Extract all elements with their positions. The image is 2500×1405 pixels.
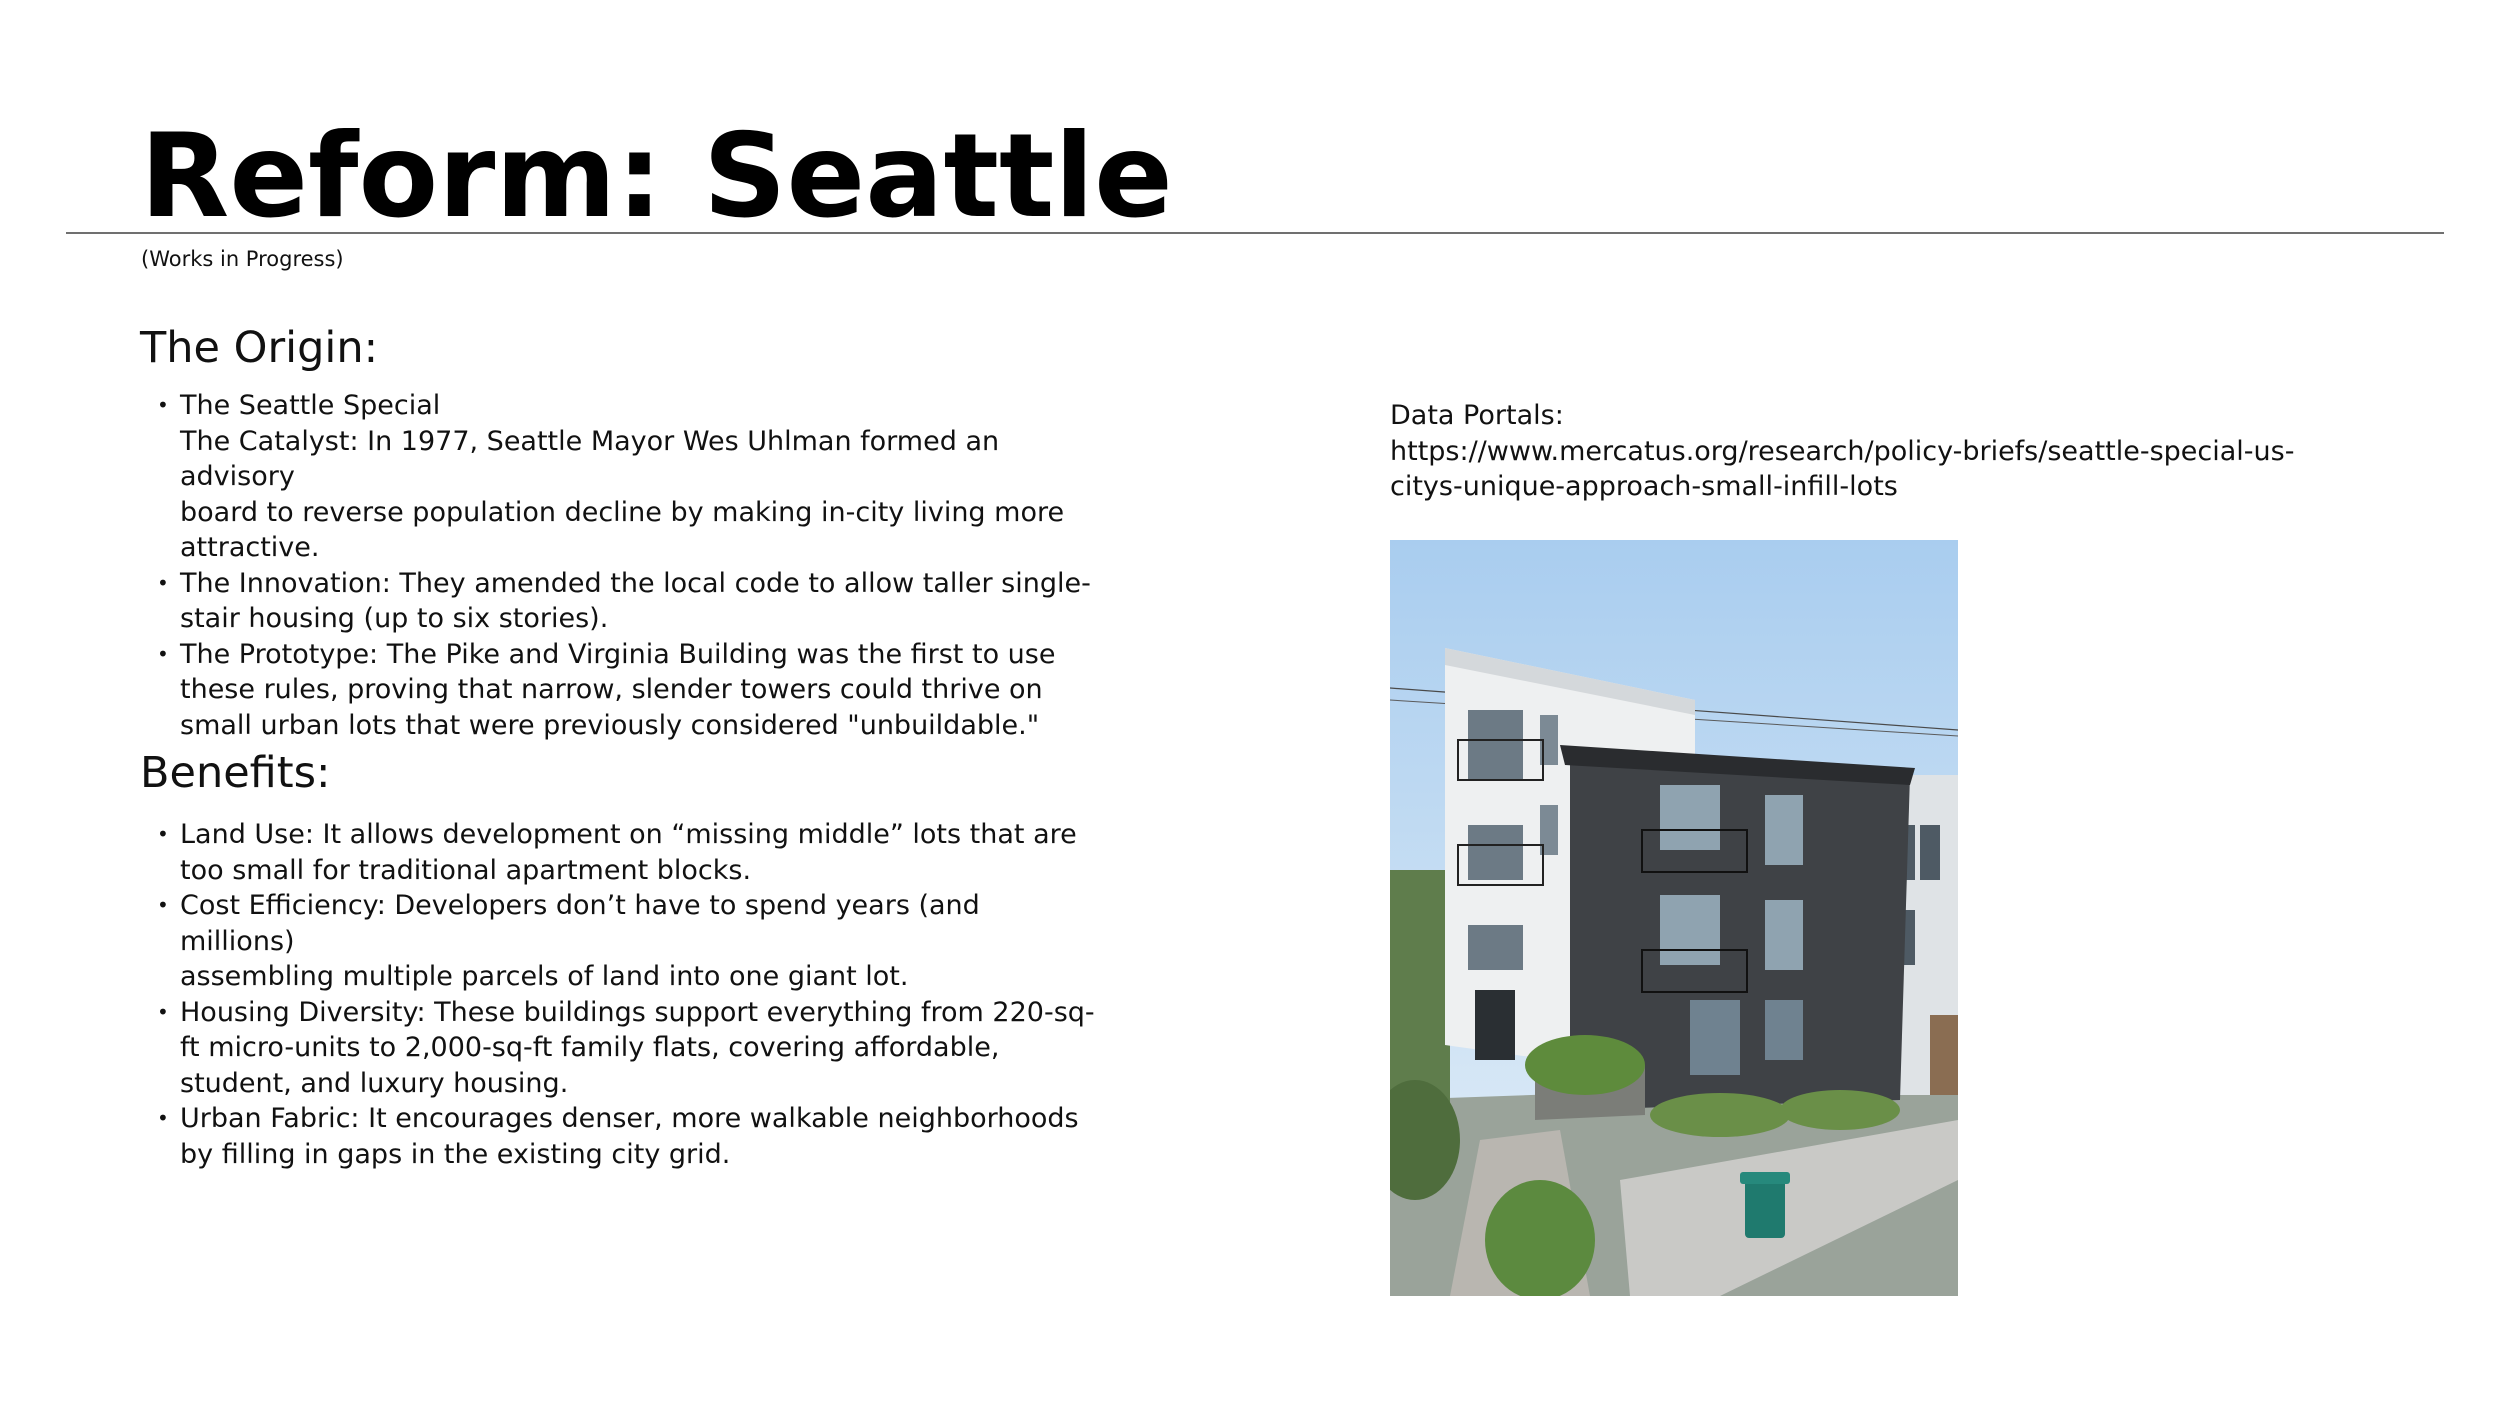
list-item-line: The Catalyst: In 1977, Seattle Mayor Wes Uhlman formed an advisory xyxy=(180,425,1000,492)
list-item-line: Urban Fabric: It encourages denser, more walkable neighborhoods xyxy=(180,1103,1079,1134)
slide-title: Reform: Seattle xyxy=(140,109,1173,244)
list-item-line: ft micro-units to 2,000-sq-ft family flats, covering affordable, xyxy=(180,1032,1000,1063)
list-item-line: Land Use: It allows development on “missing middle” lots that are xyxy=(180,819,1077,850)
data-portals-url-line[interactable]: citys-unique-approach-small-infill-lots xyxy=(1390,471,1898,502)
building-photo xyxy=(1390,540,1958,1296)
benefits-list xyxy=(140,817,1100,1172)
list-item-line: attractive. xyxy=(180,532,320,563)
list-item-line: these rules, proving that narrow, slender towers could thrive on xyxy=(180,674,1043,705)
origin-heading: The Origin: xyxy=(140,323,379,373)
list-item-line: too small for traditional apartment blocks. xyxy=(180,854,752,886)
bullet-icon: • xyxy=(157,1106,169,1130)
bullet-icon: • xyxy=(157,999,169,1024)
list-item xyxy=(140,566,1100,637)
data-portals-url-line[interactable]: https://www.mercatus.org/research/policy-briefs/seattle-special-us- xyxy=(1390,435,2295,467)
list-item-line: The Prototype: The Pike and Virginia Building was the first to use xyxy=(180,638,1056,670)
list-item xyxy=(140,995,1100,1102)
list-item xyxy=(140,637,1100,744)
title-divider xyxy=(66,232,2444,234)
list-item xyxy=(140,1101,1100,1172)
list-item-line: Housing Diversity: These buildings support everything from 220-sq- xyxy=(180,996,1095,1028)
benefits-heading: Benefits: xyxy=(140,748,331,798)
slide-subtitle: (Works in Progress) xyxy=(141,247,344,271)
bullet-icon: • xyxy=(157,822,169,846)
origin-list xyxy=(140,388,1100,743)
list-item-line: student, and luxury housing. xyxy=(180,1067,569,1099)
list-item-line: stair housing (up to six stories). xyxy=(180,603,609,634)
list-item-line: The Seattle Special xyxy=(180,390,441,421)
list-item-line: small urban lots that were previously considered "unbuildable." xyxy=(180,709,1040,741)
bullet-icon: • xyxy=(157,893,169,917)
list-item xyxy=(140,388,1100,566)
data-portals-block xyxy=(1390,398,2440,505)
list-item-line: by filling in gaps in the existing city grid. xyxy=(180,1138,731,1170)
bullet-icon: • xyxy=(157,393,169,417)
list-item xyxy=(140,888,1100,995)
left-column xyxy=(140,322,1100,1172)
list-item-line: The Innovation: They amended the local code to allow taller single- xyxy=(180,567,1091,599)
list-item-line: Cost Efficiency: Developers don’t have to spend years (and millions) xyxy=(180,890,980,957)
list-item-line: assembling multiple parcels of land into one giant lot. xyxy=(180,961,909,992)
bullet-icon: • xyxy=(157,570,169,595)
data-portals-label: Data Portals: xyxy=(1390,400,1564,431)
list-item-line: board to reverse population decline by making in-city living more xyxy=(180,496,1065,528)
bullet-icon: • xyxy=(157,641,169,666)
list-item xyxy=(140,817,1100,888)
